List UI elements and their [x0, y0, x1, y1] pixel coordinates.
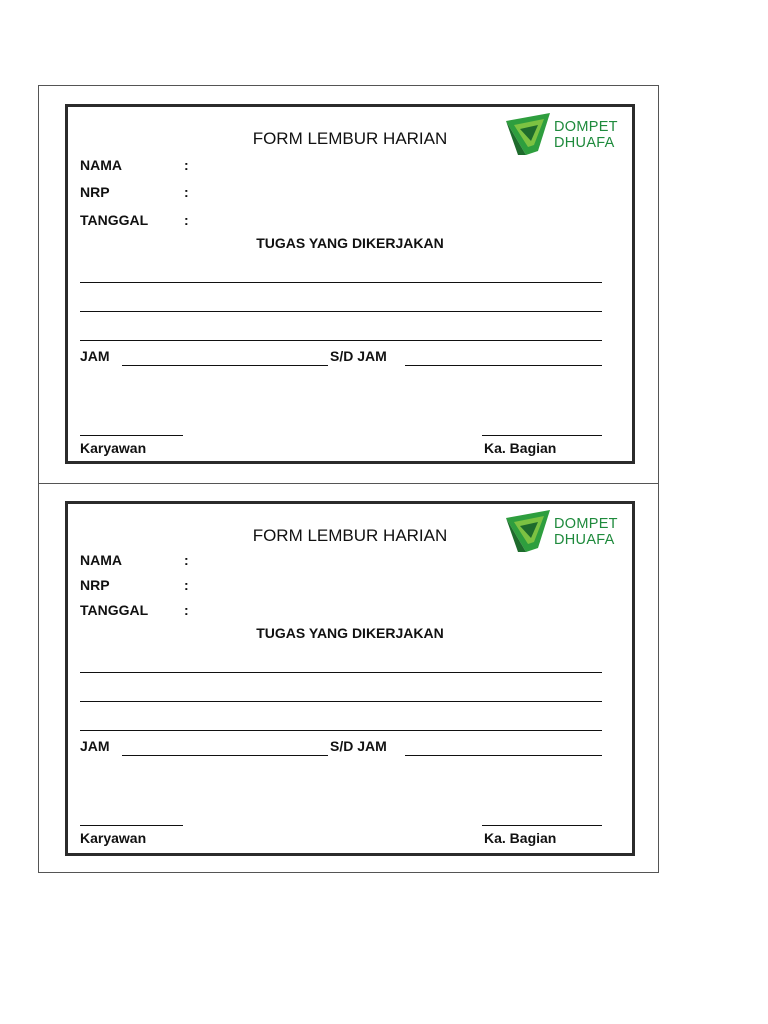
- task-line-3[interactable]: [80, 340, 602, 341]
- task-line-2[interactable]: [80, 311, 602, 312]
- jam-end-line[interactable]: [405, 365, 602, 366]
- field-label: NRP: [80, 184, 110, 200]
- field-colon: :: [184, 212, 189, 228]
- task-line-1[interactable]: [80, 672, 602, 673]
- supervisor-signature-label: Ka. Bagian: [484, 830, 557, 846]
- field-tanggal: [80, 602, 189, 618]
- overtime-form-1: [65, 104, 635, 464]
- field-colon: :: [184, 602, 189, 618]
- task-line-2[interactable]: [80, 701, 602, 702]
- logo-line-2: DHUAFA: [554, 135, 615, 151]
- form-title: FORM LEMBUR HARIAN: [252, 129, 448, 148]
- supervisor-signature-line[interactable]: [482, 825, 602, 826]
- field-tanggal: [80, 212, 189, 228]
- jam-start-line[interactable]: [122, 365, 328, 366]
- logo-line-1: DOMPET: [554, 516, 618, 532]
- employee-signature-line[interactable]: [80, 435, 183, 436]
- task-line-1[interactable]: [80, 282, 602, 283]
- sd-jam-label: S/D JAM: [330, 348, 387, 364]
- supervisor-signature-label: Ka. Bagian: [484, 440, 557, 456]
- field-colon: :: [184, 184, 189, 200]
- logo-line-1: DOMPET: [554, 119, 618, 135]
- task-line-3[interactable]: [80, 730, 602, 731]
- overtime-form-2: [65, 501, 635, 856]
- jam-end-line[interactable]: [405, 755, 602, 756]
- form-title: FORM LEMBUR HARIAN: [252, 526, 448, 545]
- field-nrp: [80, 184, 189, 200]
- field-label: NRP: [80, 577, 110, 593]
- time-row: [80, 348, 610, 368]
- field-label: NAMA: [80, 552, 122, 568]
- field-colon: :: [184, 577, 189, 593]
- field-colon: :: [184, 552, 189, 568]
- field-label: TANGGAL: [80, 602, 149, 618]
- cut-divider: [39, 483, 658, 484]
- tasks-heading: TUGAS YANG DIKERJAKAN: [256, 235, 444, 251]
- sd-jam-label: S/D JAM: [330, 738, 387, 754]
- field-nama: [80, 157, 189, 173]
- time-row: [80, 738, 610, 758]
- field-colon: :: [184, 157, 189, 173]
- jam-label: JAM: [80, 738, 110, 754]
- field-nama: [80, 552, 189, 568]
- logo-line-2: DHUAFA: [554, 532, 615, 548]
- employee-signature-label: Karyawan: [80, 830, 147, 846]
- jam-label: JAM: [80, 348, 110, 364]
- field-label: NAMA: [80, 157, 122, 173]
- printable-sheet: [38, 85, 659, 873]
- field-nrp: [80, 577, 189, 593]
- employee-signature-label: Karyawan: [80, 440, 147, 456]
- field-label: TANGGAL: [80, 212, 149, 228]
- jam-start-line[interactable]: [122, 755, 328, 756]
- supervisor-signature-line[interactable]: [482, 435, 602, 436]
- tasks-heading: TUGAS YANG DIKERJAKAN: [256, 625, 444, 641]
- employee-signature-line[interactable]: [80, 825, 183, 826]
